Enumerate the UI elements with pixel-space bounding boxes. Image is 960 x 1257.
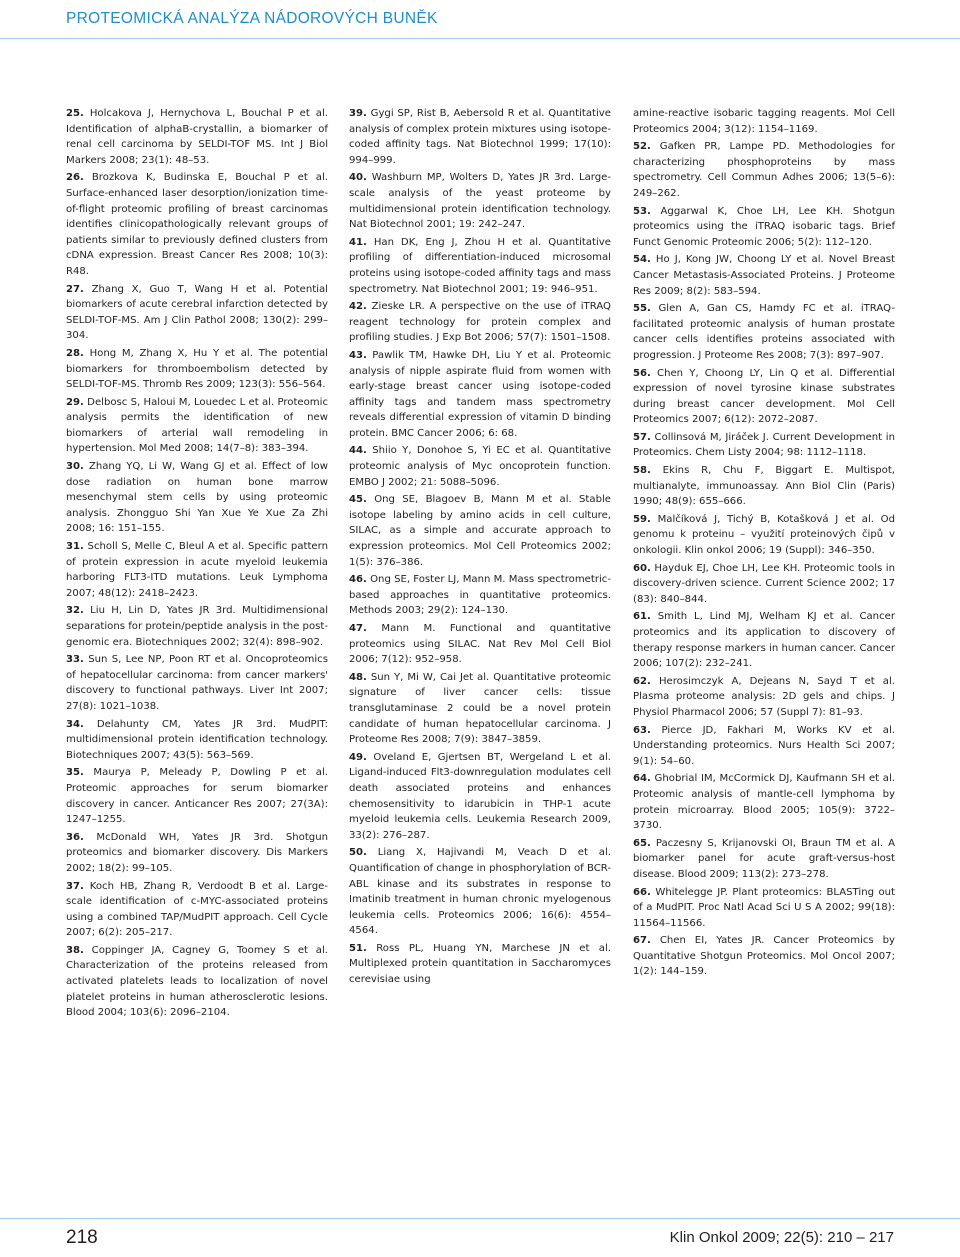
reference-text: Delahunty CM, Yates JR 3rd. MudPIT: multidimensional protein identification technology. Biotechniques 2007; 43(5): 563–569. — [66, 718, 328, 761]
reference-text: Delbosc S, Haloui M, Louedec L et al. Proteomic analysis permits the identification of new biomarkers of arterial wall remodeling in hypertension. Mol Med 2008; 14(7–8): 383–394. — [66, 396, 328, 455]
reference-item — [633, 366, 895, 428]
reference-text: Gygi SP, Rist B, Aebersold R et al. Quantitative analysis of complex protein mixtures using isotope-coded affinity tags. Nat Biotechnol 1999; 17(10): 994–999. — [349, 108, 611, 166]
reference-item — [633, 463, 895, 510]
reference-text: Pawlik TM, Hawke DH, Liu Y et al. Proteomic analysis of nipple aspirate fluid from women with early-stage breast cancer using isotope-coded affinity tags and tandem mass spectrometry reveals differential expression of vitamin D binding protein. BMC Cancer 2006; 6: 68. — [349, 349, 611, 439]
reference-item — [66, 603, 328, 650]
reference-item — [349, 170, 611, 232]
reference-item — [633, 836, 895, 883]
reference-item — [66, 879, 328, 941]
reference-item — [633, 723, 895, 770]
reference-number: 57. — [633, 431, 651, 443]
reference-text: Washburn MP, Wolters D, Yates JR 3rd. Large-scale analysis of the yeast proteome by multidimensional protein identification technology. Nat Biotechnol 2001; 19: 242–247. — [349, 172, 611, 231]
reference-item — [633, 561, 895, 608]
reference-number: 55. — [633, 303, 651, 315]
reference-text: Chen EI, Yates JR. Cancer Proteomics by Quantitative Shotgun Proteomics. Mol Oncol 2007; 1(2): 144–159. — [633, 935, 895, 978]
reference-text: Ong SE, Foster LJ, Mann M. Mass spectrometric-based approaches in quantitative proteomics. Methods 2003; 29(2): 124–130. — [349, 574, 611, 617]
reference-number: 29. — [66, 396, 84, 408]
reference-text: Ong SE, Blagoev B, Mann M et al. Stable isotope labeling by amino acids in cell culture, SILAC, as a simple and accurate approach to expression proteomics. Mol Cell Proteomics 2002; 1(5): 376–386. — [349, 494, 611, 568]
reference-text: Shiio Y, Donohoe S, Yi EC et al. Quantitative proteomic analysis of Myc oncoprotein function. EMBO J 2002; 21: 5088–5096. — [349, 445, 611, 488]
reference-text: Maurya P, Meleady P, Dowling P et al. Proteomic approaches for serum biomarker discovery in cancer. Anticancer Res 2007; 27(3A): 1247–1255. — [66, 767, 328, 826]
reference-text: Glen A, Gan CS, Hamdy FC et al. iTRAQ-facilitated proteomic analysis of human prostate cancer cells identifies proteins associated with progression. J Proteome Res 2008; 7(3): 897–907. — [633, 303, 895, 361]
reference-item — [66, 282, 328, 344]
reference-number: 39. — [349, 108, 367, 119]
reference-number: 56. — [633, 367, 651, 379]
reference-number: 50. — [349, 847, 367, 859]
reference-number: 46. — [349, 574, 367, 586]
reference-number: 37. — [66, 880, 84, 892]
reference-text: Zieske LR. A perspective on the use of iTRAQ reagent technology for protein complex and profiling studies. J Exp Bot 2006; 57(7): 1501–1508. — [349, 301, 611, 344]
reference-text: Oveland E, Gjertsen BT, Wergeland L et al. Ligand-induced Flt3-downregulation modulates cell death associated proteins and enhances chemosensitivity to idarubicin in THP-1 acute myeloid leukemia cells. Leukemia Research 2009, 33(2): 276–287. — [349, 751, 611, 841]
reference-number: 40. — [349, 172, 367, 184]
reference-text: Han DK, Eng J, Zhou H et al. Quantitative profiling of differentiation-induced microsomal proteins using isotope-coded affinity tags and mass spectrometry. Nat Biotechnol 2001; 19: 946–951. — [349, 236, 611, 295]
reference-item — [349, 348, 611, 442]
reference-text: Aggarwal K, Choe LH, Lee KH. Shotgun proteomics using the iTRAQ isobaric tags. Brief Funct Genomic Proteomic 2006; 5(2): 112–120. — [633, 205, 895, 248]
reference-item — [633, 674, 895, 721]
reference-text: Ekins R, Chu F, Biggart E. Multispot, multianalyte, immunoassay. Ann Biol Clin (Paris) 1990; 48(9): 655–666. — [633, 465, 895, 508]
reference-text: Gafken PR, Lampe PD. Methodologies for characterizing phosphoproteins by mass spectrometry. Cell Commun Adhes 2006; 13(5–6): 249–262. — [633, 141, 895, 199]
journal-citation: Klin Onkol 2009; 22(5): 210 – 217 — [669, 1229, 894, 1246]
reference-text: Koch HB, Zhang R, Verdoodt B et al. Large-scale identification of c-MYC-associated proteins using a combined TAP/MudPIT approach. Cell Cycle 2007; 6(2): 205–217. — [66, 880, 328, 939]
reference-text: Herosimczyk A, Dejeans N, Sayd T et al. Plasma proteome analysis: 2D gels and chips. J Physiol Pharmacol 2006; 57 (Suppl 7): 81–93. — [633, 675, 895, 718]
page-number: 218 — [66, 1227, 98, 1248]
reference-number: 67. — [633, 935, 651, 947]
reference-number: 58. — [633, 465, 651, 477]
reference-item — [66, 943, 328, 1021]
running-title: PROTEOMICKÁ ANALÝZA NÁDOROVÝCH BUNĚK — [66, 10, 438, 27]
reference-item — [66, 652, 328, 714]
reference-number: 44. — [349, 445, 367, 457]
reference-text: amine-reactive isobaric tagging reagents. Mol Cell Proteomics 2004; 3(12): 1154–1169. — [633, 108, 895, 135]
reference-item — [633, 204, 895, 251]
reference-text: Liu H, Lin D, Yates JR 3rd. Multidimensional separations for protein/peptide analysis in the post-genomic era. Biotechniques 2002; 32(4): 898–902. — [66, 605, 328, 648]
reference-text: Whitelegge JP. Plant proteomics: BLASTing out of a MudPIT. Proc Natl Acad Sci U S A 2002; 99(18): 11564–11566. — [633, 886, 895, 929]
reference-number: 25. — [66, 108, 84, 119]
reference-number: 28. — [66, 347, 84, 359]
reference-text: Coppinger JA, Cagney G, Toomey S et al. Characterization of the proteins released from activated platelets leads to localization of novel platelet proteins in human atherosclerotic lesions. Blood 2004; 103(6): 2096–2104. — [66, 944, 328, 1019]
reference-item — [633, 430, 895, 461]
reference-number: 59. — [633, 513, 651, 525]
reference-item — [349, 106, 611, 168]
reference-text: Mann M. Functional and quantitative proteomics using SILAC. Nat Rev Mol Cell Biol 2006; 7(12): 952–958. — [349, 623, 611, 666]
reference-item — [349, 670, 611, 748]
reference-item — [66, 395, 328, 457]
reference-text: Smith L, Lind MJ, Welham KJ et al. Cancer proteomics and its application to discovery of therapy response markers in human cancer. Cancer 2006; 107(2): 232–241. — [633, 611, 895, 670]
reference-text: Hayduk EJ, Choe LH, Lee KH. Proteomic tools in discovery-driven science. Current Science 2002; 17 (83): 840–844. — [633, 562, 895, 605]
reference-item — [349, 621, 611, 668]
reference-item — [66, 830, 328, 877]
reference-text: Ghobrial IM, McCormick DJ, Kaufmann SH et al. Proteomic analysis of mantle-cell lymphoma by protein microarray. Blood 2005; 105(9): 3722–3730. — [633, 773, 895, 832]
reference-number: 61. — [633, 611, 651, 623]
reference-item — [66, 170, 328, 279]
reference-item — [349, 572, 611, 619]
reference-number: 62. — [633, 675, 651, 687]
reference-text: Chen Y, Choong LY, Lin Q et al. Differential expression of novel tyrosine kinase substrates during breast cancer development. Mol Cell Proteomics 2007; 6(12): 2072–2087. — [633, 367, 895, 426]
reference-item — [66, 459, 328, 537]
reference-item — [633, 933, 895, 980]
reference-number: 35. — [66, 767, 84, 779]
reference-item — [66, 346, 328, 393]
reference-number: 48. — [349, 671, 367, 683]
reference-number: 42. — [349, 301, 367, 313]
reference-item — [349, 443, 611, 490]
reference-text: Ross PL, Huang YN, Marchese JN et al. Multiplexed protein quantitation in Saccharomyces cerevisiae using — [349, 942, 611, 986]
reference-number: 51. — [349, 942, 367, 954]
reference-item — [633, 512, 895, 559]
reference-number: 45. — [349, 494, 367, 506]
reference-text: Sun S, Lee NP, Poon RT et al. Oncoproteomics of hepatocellular carcinoma: from cancer markers' discovery to functional pathways. Liver Int 2007; 27(8): 1021–1038. — [66, 654, 328, 712]
reference-text: Collinsová M, Jiráček J. Current Development in Proteomics. Chem Listy 2004; 98: 1112–1118. — [633, 431, 895, 459]
reference-number: 34. — [66, 718, 84, 730]
reference-item — [633, 771, 895, 833]
reference-item — [349, 750, 611, 844]
reference-text: Zhang YQ, Li W, Wang GJ et al. Effect of low dose radiation on human bone marrow mesenchymal stem cells by using proteomic analysis. Zhongguo Shi Yan Xue Ye Xue Za Zhi 2008; 16: 151–155. — [66, 461, 328, 535]
reference-number: 60. — [633, 562, 651, 574]
reference-item — [349, 299, 611, 346]
reference-column-2 — [349, 106, 611, 990]
reference-number: 47. — [349, 623, 367, 634]
reference-number: 52. — [633, 141, 651, 153]
reference-number: 43. — [349, 349, 367, 361]
reference-item — [633, 139, 895, 201]
reference-text: Pierce JD, Fakhari M, Works KV et al. Understanding proteomics. Nurs Health Sci 2007; 9(1): 54–60. — [633, 724, 895, 767]
reference-number: 36. — [66, 831, 84, 843]
reference-item — [66, 765, 328, 827]
reference-item — [66, 106, 328, 168]
reference-item — [66, 539, 328, 601]
reference-column-1 — [66, 106, 328, 1023]
reference-item — [633, 301, 895, 363]
reference-text: Zhang X, Guo T, Wang H et al. Potential biomarkers of acute cerebral infarction detected by SELDI-TOF-MS. Am J Clin Pathol 2008; 130(2): 299–304. — [66, 283, 328, 342]
reference-number: 27. — [66, 283, 84, 295]
reference-text: Holcakova J, Hernychova L, Bouchal P et al. Identification of alphaB-crystallin, a biomarker of renal cell carcinoma by SELDI-TOF MS. Int J Biol Markers 2008; 23(1): 48–53. — [66, 108, 328, 166]
reference-number: 49. — [349, 751, 367, 763]
header-divider — [0, 38, 960, 39]
reference-item — [633, 885, 895, 932]
reference-number: 54. — [633, 254, 651, 266]
reference-item — [349, 845, 611, 939]
reference-number: 31. — [66, 541, 84, 553]
reference-text: Hong M, Zhang X, Hu Y et al. The potential biomarkers for thromboembolism detected by SELDI-TOF-MS. Thromb Res 2009; 123(3): 556–564. — [66, 347, 328, 391]
reference-number: 26. — [66, 172, 84, 184]
reference-number: 33. — [66, 654, 84, 666]
reference-text: McDonald WH, Yates JR 3rd. Shotgun proteomics and biomarker discovery. Dis Markers 2002; 18(2): 99–105. — [66, 831, 328, 874]
reference-number: 66. — [633, 886, 651, 898]
reference-number: 64. — [633, 773, 651, 785]
reference-item — [66, 717, 328, 764]
reference-text: Ho J, Kong JW, Choong LY et al. Novel Breast Cancer Metastasis-Associated Proteins. J Proteome Res 2009; 8(2): 583–594. — [633, 254, 895, 297]
reference-text: Sun Y, Mi W, Cai Jet al. Quantitative proteomic signature of liver cancer cells: tissue transglutaminase 2 could be a novel protein candidate of human hepatocellular carcinoma. J Proteome Res 2008; 7(9): 3847–3859. — [349, 671, 611, 746]
reference-number: 41. — [349, 236, 367, 248]
reference-number: 32. — [66, 605, 84, 617]
reference-number: 30. — [66, 461, 84, 473]
reference-number: 53. — [633, 205, 651, 217]
reference-item — [349, 492, 611, 570]
reference-item — [633, 106, 895, 137]
reference-text: Paczesny S, Krijanovski OI, Braun TM et al. A biomarker panel for acute graft-versus-host disease. Blood 2009; 113(2): 273–278. — [633, 837, 895, 880]
reference-item — [349, 235, 611, 297]
reference-number: 38. — [66, 944, 84, 956]
reference-item — [633, 252, 895, 299]
reference-number: 65. — [633, 837, 651, 849]
reference-text: Malčíková J, Tichý B, Kotašková J et al. Od genomu k proteinu – využití proteinových čipů v onkologii. Klin onkol 2006; 19 (Suppl): 346–350. — [633, 513, 895, 557]
reference-column-3 — [633, 106, 895, 982]
reference-number: 63. — [633, 724, 651, 736]
reference-text: Scholl S, Melle C, Bleul A et al. Specific pattern of protein expression in acute myeloid leukemia harboring FLT3-ITD mutations. Leuk Lymphoma 2007; 48(12): 2418–2423. — [66, 541, 328, 599]
reference-text: Brozkova K, Budinska E, Bouchal P et al. Surface-enhanced laser desorption/ionization time-of-flight proteomic profiling of breast carcinomas identifies clinicopathologically relevant groups of patients similar to previously defined clusters from cDNA expression. Breast Cancer Res 2008; 10(3): R48. — [66, 172, 328, 277]
reference-item — [633, 609, 895, 671]
reference-text: Liang X, Hajivandi M, Veach D et al. Quantification of change in phosphorylation of BCR-ABL kinase and its substrates in response to Imatinib treatment in human chronic myelogenous leukemia cells. Proteomics 2006; 16(6): 4554–4564. — [349, 847, 611, 937]
reference-item — [349, 941, 611, 988]
